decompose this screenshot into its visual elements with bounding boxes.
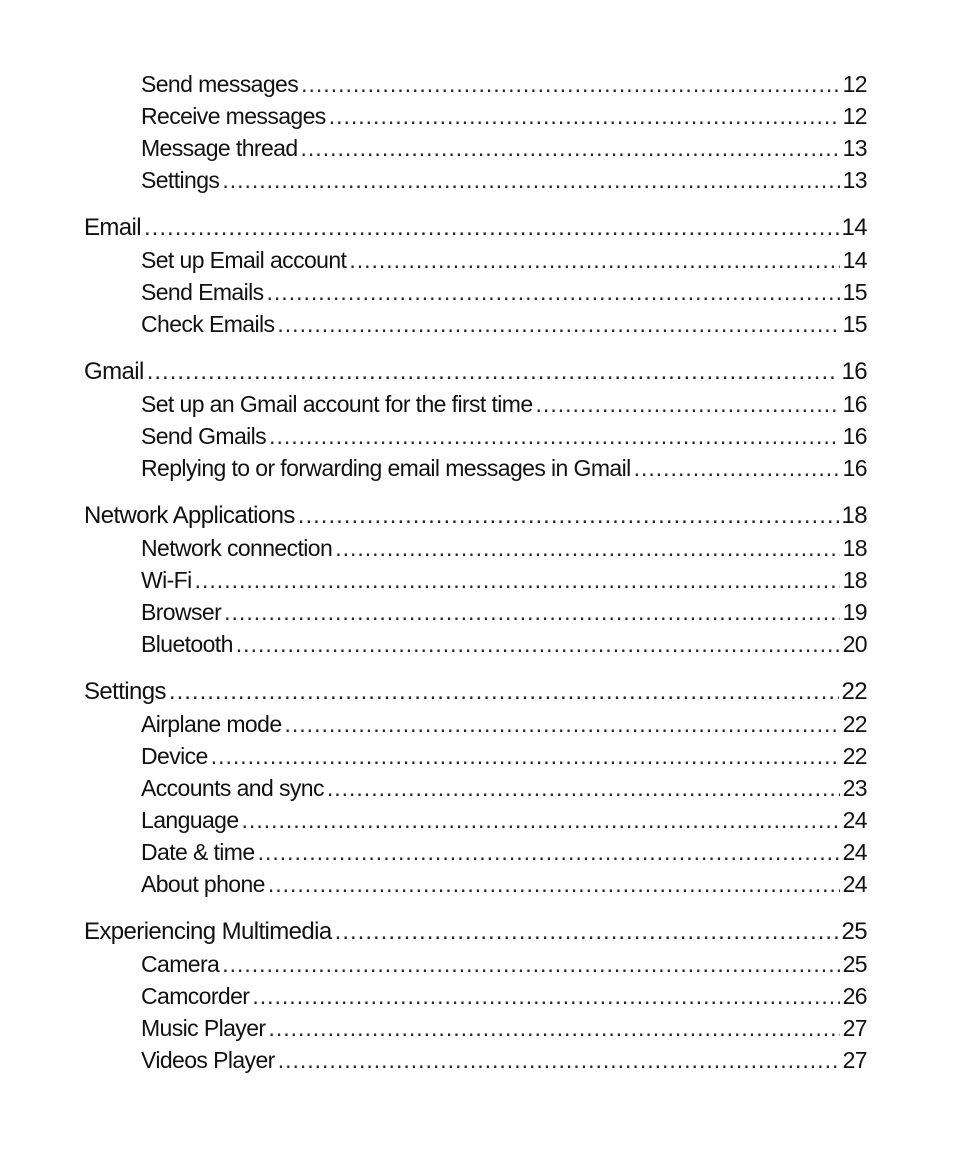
dot-leader [222,164,839,196]
toc-item-label: Check Emails [141,311,275,337]
table-of-contents [84,68,867,1076]
toc-item-set-up-an-gmail-account-for-the-first-time[interactable] [84,388,867,420]
toc-item-label: Accounts and sync [141,775,324,801]
toc-item-label: Browser [141,599,222,625]
toc-item-receive-messages[interactable] [84,100,867,132]
page-number: 16 [842,423,867,449]
toc-item-set-up-email-account[interactable] [84,244,867,276]
toc-section-block [84,916,867,1076]
dot-leader [301,68,839,100]
toc-section-title: Email [84,214,142,241]
dot-leader [285,708,840,740]
toc-section-title: Gmail [84,358,144,385]
toc-item-label: Message thread [141,135,298,161]
toc-item-accounts-and-sync[interactable] [84,772,867,804]
toc-item-label: Send messages [141,71,299,97]
dot-leader [267,276,840,308]
toc-item-label: Set up an Gmail account for the first time [141,391,533,417]
dot-leader [268,1012,839,1044]
toc-item-replying-to-or-forwarding-email-messages-in-gmail[interactable] [84,452,867,484]
toc-item-label: Videos Player [141,1047,275,1073]
page-number: 22 [841,678,867,705]
toc-item-label: Language [141,807,239,833]
toc-section-experiencing-multimedia[interactable] [84,916,867,948]
toc-item-camera[interactable] [84,948,867,980]
page-number: 16 [842,455,867,481]
dot-leader [277,308,839,340]
toc-item-label: Send Emails [141,279,264,305]
toc-item-label: Airplane mode [141,711,282,737]
page-number: 26 [842,983,867,1009]
toc-item-music-player[interactable] [84,1012,867,1044]
page-number: 12 [842,71,867,97]
page-number: 24 [842,871,867,897]
page-number: 24 [842,839,867,865]
dot-leader [258,836,840,868]
dot-leader [195,564,840,596]
page-number: 16 [841,358,867,385]
toc-item-label: Settings [141,167,220,193]
toc-section-network-applications[interactable] [84,500,867,532]
toc-section-block [84,500,867,660]
page-number: 22 [842,743,867,769]
toc-item-send-gmails[interactable] [84,420,867,452]
page-number: 15 [842,279,867,305]
page-number: 25 [841,918,867,945]
toc-item-label: Set up Email account [141,247,347,273]
toc-item-label: Replying to or forwarding email messages in Gmail [141,455,631,481]
toc-item-check-emails[interactable] [84,308,867,340]
toc-item-bluetooth[interactable] [84,628,867,660]
page-number: 13 [842,167,867,193]
dot-leader [335,532,839,564]
page-number: 18 [842,567,867,593]
dot-leader [327,772,840,804]
toc-item-camcorder[interactable] [84,980,867,1012]
dot-leader [335,916,839,948]
dot-leader [242,804,840,836]
toc-item-label: Device [141,743,208,769]
toc-section-block [84,212,867,340]
page-number: 22 [842,711,867,737]
toc-section-block [84,356,867,484]
page-number: 25 [842,951,867,977]
page-number: 13 [842,135,867,161]
page-number: 16 [842,391,867,417]
page-number: 23 [842,775,867,801]
dot-leader [536,388,840,420]
dot-leader [224,596,839,628]
page-number: 27 [842,1015,867,1041]
dot-leader [169,676,839,708]
dot-leader [268,868,840,900]
dot-leader [269,420,840,452]
toc-section-email[interactable] [84,212,867,244]
toc-section-title: Settings [84,678,166,705]
toc-item-videos-player[interactable] [84,1044,867,1076]
toc-item-settings[interactable] [84,164,867,196]
page-number: 12 [842,103,867,129]
toc-item-label: Camera [141,951,220,977]
page-number: 14 [842,247,867,273]
page-number: 24 [842,807,867,833]
toc-section-title: Network Applications [84,502,295,529]
toc-item-label: Receive messages [141,103,326,129]
toc-section-block [84,68,867,196]
page-number: 18 [841,502,867,529]
dot-leader [278,1044,840,1076]
toc-item-label: Bluetooth [141,631,233,657]
page-number: 27 [842,1047,867,1073]
toc-item-browser[interactable] [84,596,867,628]
toc-item-message-thread[interactable] [84,132,867,164]
toc-section-settings[interactable] [84,676,867,708]
toc-item-airplane-mode[interactable] [84,708,867,740]
dot-leader [222,948,839,980]
toc-item-device[interactable] [84,740,867,772]
page-number: 14 [841,214,867,241]
page-number: 18 [842,535,867,561]
toc-item-label: Send Gmails [141,423,267,449]
toc-item-label: About phone [141,871,265,897]
page-number: 20 [842,631,867,657]
dot-leader [301,132,840,164]
toc-item-label: Camcorder [141,983,250,1009]
toc-item-send-messages[interactable] [84,68,867,100]
toc-item-network-connection[interactable] [84,532,867,564]
toc-section-block [84,676,867,900]
toc-item-about-phone[interactable] [84,868,867,900]
toc-item-label: Network connection [141,535,333,561]
toc-item-label: Date & time [141,839,255,865]
dot-leader [634,452,840,484]
dot-leader [349,244,839,276]
toc-section-gmail[interactable] [84,356,867,388]
dot-leader [147,356,839,388]
toc-item-send-emails[interactable] [84,276,867,308]
dot-leader [236,628,840,660]
dot-leader [329,100,840,132]
dot-leader [252,980,839,1012]
dot-leader [144,212,838,244]
toc-section-title: Experiencing Multimedia [84,918,332,945]
toc-item-label: Music Player [141,1015,266,1041]
toc-item-wi-fi[interactable] [84,564,867,596]
page-number: 15 [842,311,867,337]
toc-item-date-and-time[interactable] [84,836,867,868]
dot-leader [211,740,840,772]
toc-item-label: Wi-Fi [141,567,192,593]
dot-leader [298,500,839,532]
toc-item-language[interactable] [84,804,867,836]
page-number: 19 [842,599,867,625]
